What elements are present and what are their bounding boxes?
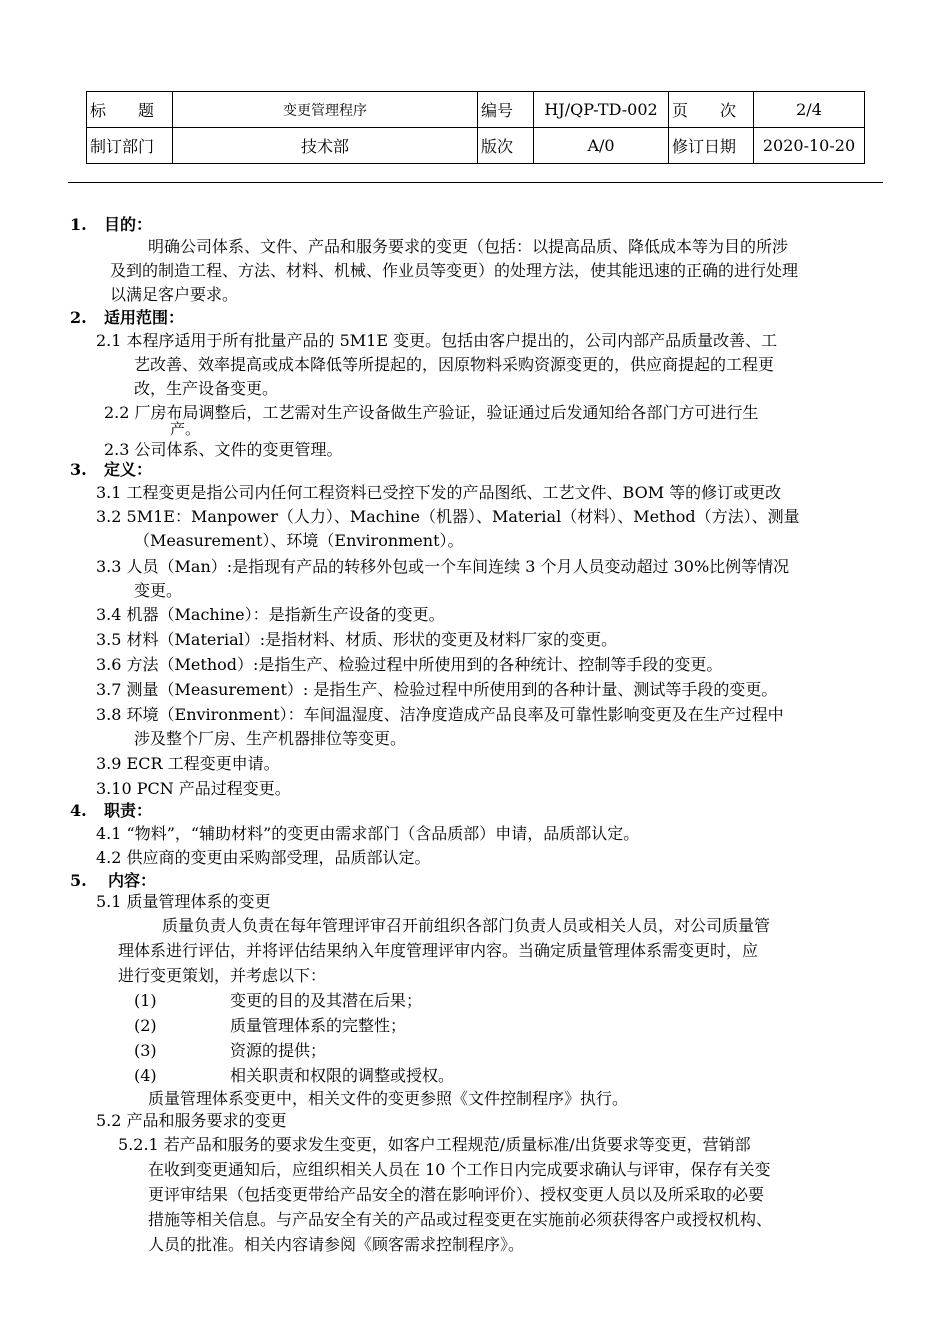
- paragraph-line: 3.10 PCN 产品过程变更。: [96, 779, 291, 798]
- paragraph-line: 2.1 本程序适用于所有批量产品的 5M1E 变更。包括由客户提出的，公司内部产品质量改善、工: [96, 331, 778, 350]
- paragraph-line: 5.2.1 若产品和服务的要求发生变更，如客户工程规范/质量标准/出货要求等变更，营销部: [118, 1135, 751, 1154]
- paragraph-line: 以满足客户要求。: [110, 285, 239, 304]
- section-heading: 定义：: [104, 460, 153, 479]
- list-item-text: 资源的提供；: [230, 1041, 327, 1060]
- paragraph-line: 3.7 测量（Measurement）: 是指生产、检验过程中所使用到的各种计量、测试等手段的变更。: [96, 680, 778, 699]
- section-number: 2.: [70, 308, 87, 327]
- paragraph-line: 改，生产设备变更。: [134, 379, 279, 398]
- paragraph-line: 2.3 公司体系、文件的变更管理。: [104, 440, 343, 459]
- section-number: 1.: [70, 215, 87, 234]
- version-label: 版次: [478, 128, 534, 164]
- section-number: 4.: [70, 801, 87, 820]
- revision-date: 2020-10-20: [754, 128, 865, 164]
- paragraph-line: 艺改善、效率提高或成本降低等所提起的，因原物料采购资源变更的，供应商提起的工程更: [134, 355, 775, 374]
- list-item-number: (1): [134, 991, 157, 1010]
- paragraph-line: 更评审结果（包括变更带给产品安全的潜在影响评价）、授权变更人员以及所采取的必要: [148, 1185, 765, 1204]
- section-heading: 职责：: [104, 801, 153, 820]
- paragraph-line: 3.6 方法（Method）:是指生产、检验过程中所使用到的各种统计、控制等手段的变更。: [96, 655, 723, 674]
- document-header-table: [86, 91, 865, 164]
- paragraph-line: 3.2 5M1E：Manpower（人力）、Machine（机器）、Material（材料）、Method（方法）、测量: [96, 507, 800, 526]
- code-label: 编号: [478, 92, 534, 128]
- paragraph-line: 3.1 工程变更是指公司内任何工程资料已受控下发的产品图纸、工艺文件、BOM 等的修订或更改: [96, 483, 782, 502]
- paragraph-line: 4.1 “物料”，“辅助材料”的变更由需求部门（含品质部）申请，品质部认定。: [96, 824, 640, 843]
- paragraph-line: （Measurement）、环境（Environment）。: [134, 531, 464, 550]
- document-code: HJ/QP-TD-002: [534, 92, 669, 128]
- header-row-2: [87, 128, 865, 164]
- paragraph-line: 质量管理体系变更中，相关文件的变更参照《文件控制程序》执行。: [148, 1089, 629, 1108]
- section-heading: 适用范围：: [104, 308, 185, 327]
- list-item-text: 质量管理体系的完整性；: [230, 1016, 407, 1035]
- section-number: 5.: [70, 871, 87, 890]
- list-item-text: 变更的目的及其潜在后果；: [230, 991, 423, 1010]
- paragraph-line: 变更。: [134, 581, 183, 600]
- paragraph-line: 产。: [170, 420, 201, 438]
- dept-label: 制订部门: [87, 128, 173, 164]
- section-number: 3.: [70, 460, 87, 479]
- page-number: 2/4: [754, 92, 865, 128]
- paragraph-line: 3.8 环境（Environment）：车间温湿度、洁净度造成产品良率及可靠性影响变更及在生产过程中: [96, 705, 784, 724]
- section-heading: 内容：: [108, 871, 157, 890]
- paragraph-line: 质量负责人负责在每年管理评审召开前组织各部门负责人员或相关人员，对公司质量管: [162, 916, 771, 935]
- dept-value: 技术部: [173, 128, 478, 164]
- paragraph-line: 3.3 人员（Man）:是指现有产品的转移外包或一个车间连续 3 个月人员变动超过 30%比例等情况: [96, 557, 790, 576]
- paragraph-line: 进行变更策划，并考虑以下：: [118, 966, 327, 985]
- version-value: A/0: [534, 128, 669, 164]
- paragraph-line: 涉及整个厂房、生产机器排位等变更。: [134, 729, 407, 748]
- paragraph-line: 3.9 ECR 工程变更申请。: [96, 754, 280, 773]
- paragraph-line: 3.4 机器（Machine）：是指新生产设备的变更。: [96, 605, 445, 624]
- paragraph-line: 明确公司体系、文件、产品和服务要求的变更（包括：以提高品质、降低成本等为目的所涉: [148, 237, 789, 256]
- paragraph-line: 及到的制造工程、方法、材料、机械、作业员等变更）的处理方法，使其能迅速的正确的进行处理: [110, 261, 799, 280]
- title-label: 标 题: [87, 92, 173, 128]
- paragraph-line: 措施等相关信息。与产品安全有关的产品或过程变更在实施前必须获得客户或授权机构、: [148, 1210, 773, 1229]
- paragraph-line: 理体系进行评估，并将评估结果纳入年度管理评审内容。当确定质量管理体系需变更时，应: [118, 941, 759, 960]
- list-item-number: (2): [134, 1016, 157, 1035]
- paragraph-line: 2.2 厂房布局调整后，工艺需对生产设备做生产验证，验证通过后发通知给各部门方可进行生: [104, 403, 759, 422]
- header-row-1: [87, 92, 865, 128]
- list-item-number: (4): [134, 1066, 157, 1085]
- paragraph-line: 人员的批准。相关内容请参阅《顾客需求控制程序》。: [148, 1235, 525, 1254]
- paragraph-line: 5.2 产品和服务要求的变更: [96, 1111, 287, 1130]
- paragraph-line: 3.5 材料（Material）:是指材料、材质、形状的变更及材料厂家的变更。: [96, 630, 618, 649]
- paragraph-line: 在收到变更通知后，应组织相关人员在 10 个工作日内完成要求确认与评审，保存有关变: [148, 1160, 771, 1179]
- section-heading: 目的：: [104, 215, 153, 234]
- revision-date-label: 修订日期: [669, 128, 754, 164]
- paragraph-line: 5.1 质量管理体系的变更: [96, 892, 271, 911]
- document-title: 变更管理程序: [173, 92, 478, 128]
- list-item-text: 相关职责和权限的调整或授权。: [230, 1066, 455, 1085]
- page-label: 页 次: [669, 92, 754, 128]
- list-item-number: (3): [134, 1041, 157, 1060]
- paragraph-line: 4.2 供应商的变更由采购部受理，品质部认定。: [96, 848, 431, 867]
- header-divider: [68, 182, 883, 183]
